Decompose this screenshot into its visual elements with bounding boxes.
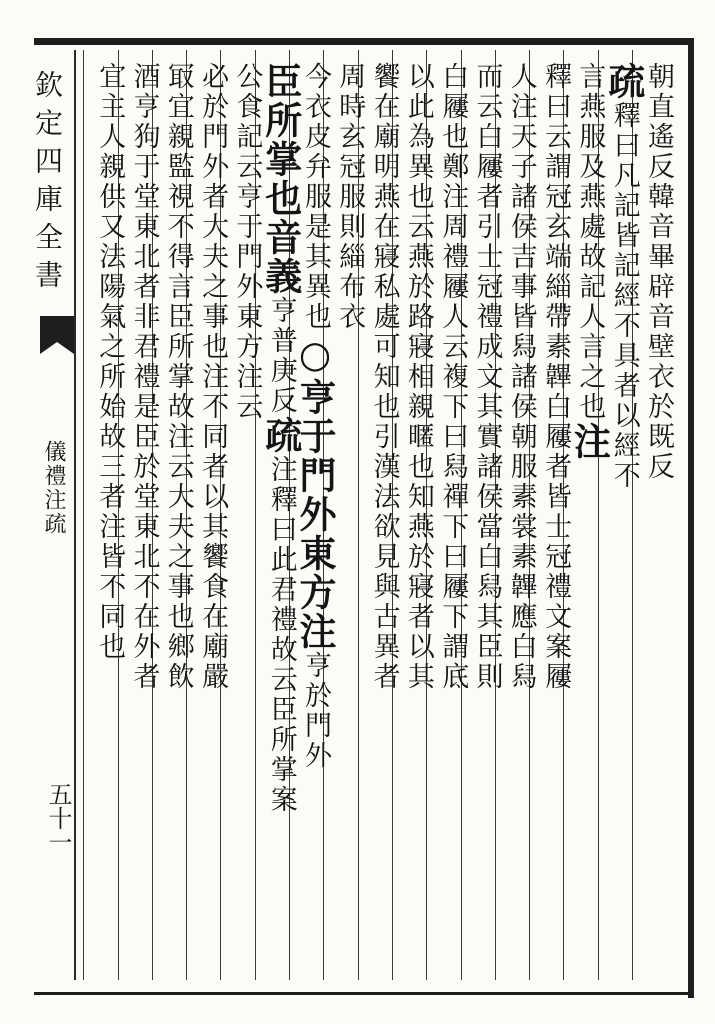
inner-border bbox=[74, 50, 76, 980]
commentary-text: 亨普庚反 bbox=[265, 296, 297, 416]
text-column bbox=[636, 62, 676, 982]
text-column bbox=[601, 62, 646, 982]
margin-subtitle: 儀禮注疏 bbox=[41, 440, 66, 536]
commentary-text: 今衣皮弁服是其異也 bbox=[300, 62, 331, 332]
commentary-text: 注釋曰此君禮故云臣所掌案 bbox=[265, 455, 297, 815]
text-column bbox=[258, 62, 303, 982]
bottom-border bbox=[34, 992, 694, 995]
commentary-text: 宜主人親供又法陽氣之所始故三者注皆不同也 bbox=[94, 62, 126, 662]
commentary-text: 饗在廟明燕在寢私處可知也引漢法欲見與古異者 bbox=[368, 62, 400, 692]
text-column bbox=[224, 62, 264, 982]
commentary-text: 白屨也鄭注周禮屨人云複下曰舄禪下曰屨下謂底 bbox=[437, 62, 469, 692]
fish-tail-mark-icon bbox=[40, 316, 74, 366]
commentary-text: 而云白屨者引士冠禮成文其實諸侯當白舄其臣則 bbox=[471, 62, 503, 692]
commentary-text: 人注天子諸侯吉事皆舄諸侯朝服素裳素韠應白舄 bbox=[505, 62, 537, 692]
heading-glyph: 注 bbox=[293, 612, 337, 651]
heading-glyph: 疏 bbox=[601, 62, 646, 101]
text-column bbox=[190, 62, 230, 982]
right-border bbox=[688, 38, 694, 998]
commentary-text: 必於門外者大夫之事也注不同者以其饗食在廟嚴 bbox=[197, 62, 229, 692]
text-column bbox=[465, 62, 505, 982]
text-column bbox=[87, 62, 127, 982]
column-rule bbox=[83, 50, 84, 980]
commentary-text: 周時玄冠服則緇布衣 bbox=[334, 62, 366, 332]
text-column bbox=[156, 62, 196, 982]
commentary-text: 辟音壁衣於既反 bbox=[643, 272, 674, 482]
heading-glyph: ○亨于門外東方 bbox=[293, 332, 337, 612]
text-column bbox=[430, 62, 470, 982]
commentary-text: 酒亨狗于堂東北者非君禮是臣於堂東北不在外者 bbox=[128, 62, 160, 692]
text-column bbox=[396, 62, 436, 982]
commentary-text: 公食記云亨于門外東方注云 bbox=[231, 62, 263, 422]
commentary-text: 冣宜親監視不得言臣所掌故注云大夫之事也鄉飲 bbox=[162, 62, 194, 692]
commentary-text: 釋曰凡記皆記經不具者以經不 bbox=[608, 101, 640, 491]
heading-glyph: 音義 bbox=[258, 218, 303, 296]
heading-glyph: 疏 bbox=[258, 416, 303, 455]
heading-glyph: 注 bbox=[567, 422, 612, 461]
commentary-text: 亨於門外 bbox=[300, 651, 331, 771]
top-border bbox=[34, 38, 694, 45]
commentary-text: 釋曰云謂冠玄端緇帶素韠白屨者皆士冠禮文案屨 bbox=[540, 62, 572, 692]
text-column bbox=[499, 62, 539, 982]
commentary-text: 以此為異也云燕於路寢相親暱也知燕於寢者以其 bbox=[402, 62, 434, 692]
text-column bbox=[533, 62, 573, 982]
page-number: 五十一 bbox=[44, 782, 72, 854]
text-column bbox=[362, 62, 402, 982]
commentary-text: 言燕服及燕處故記人言之也 bbox=[574, 62, 606, 422]
text-column bbox=[567, 62, 612, 982]
text-column bbox=[122, 62, 162, 982]
commentary-text: 朝直遙反韓音畢 bbox=[643, 62, 674, 272]
heading-glyph: 臣所掌也 bbox=[258, 62, 303, 218]
margin-title: 欽定四庫全書 bbox=[31, 70, 64, 298]
